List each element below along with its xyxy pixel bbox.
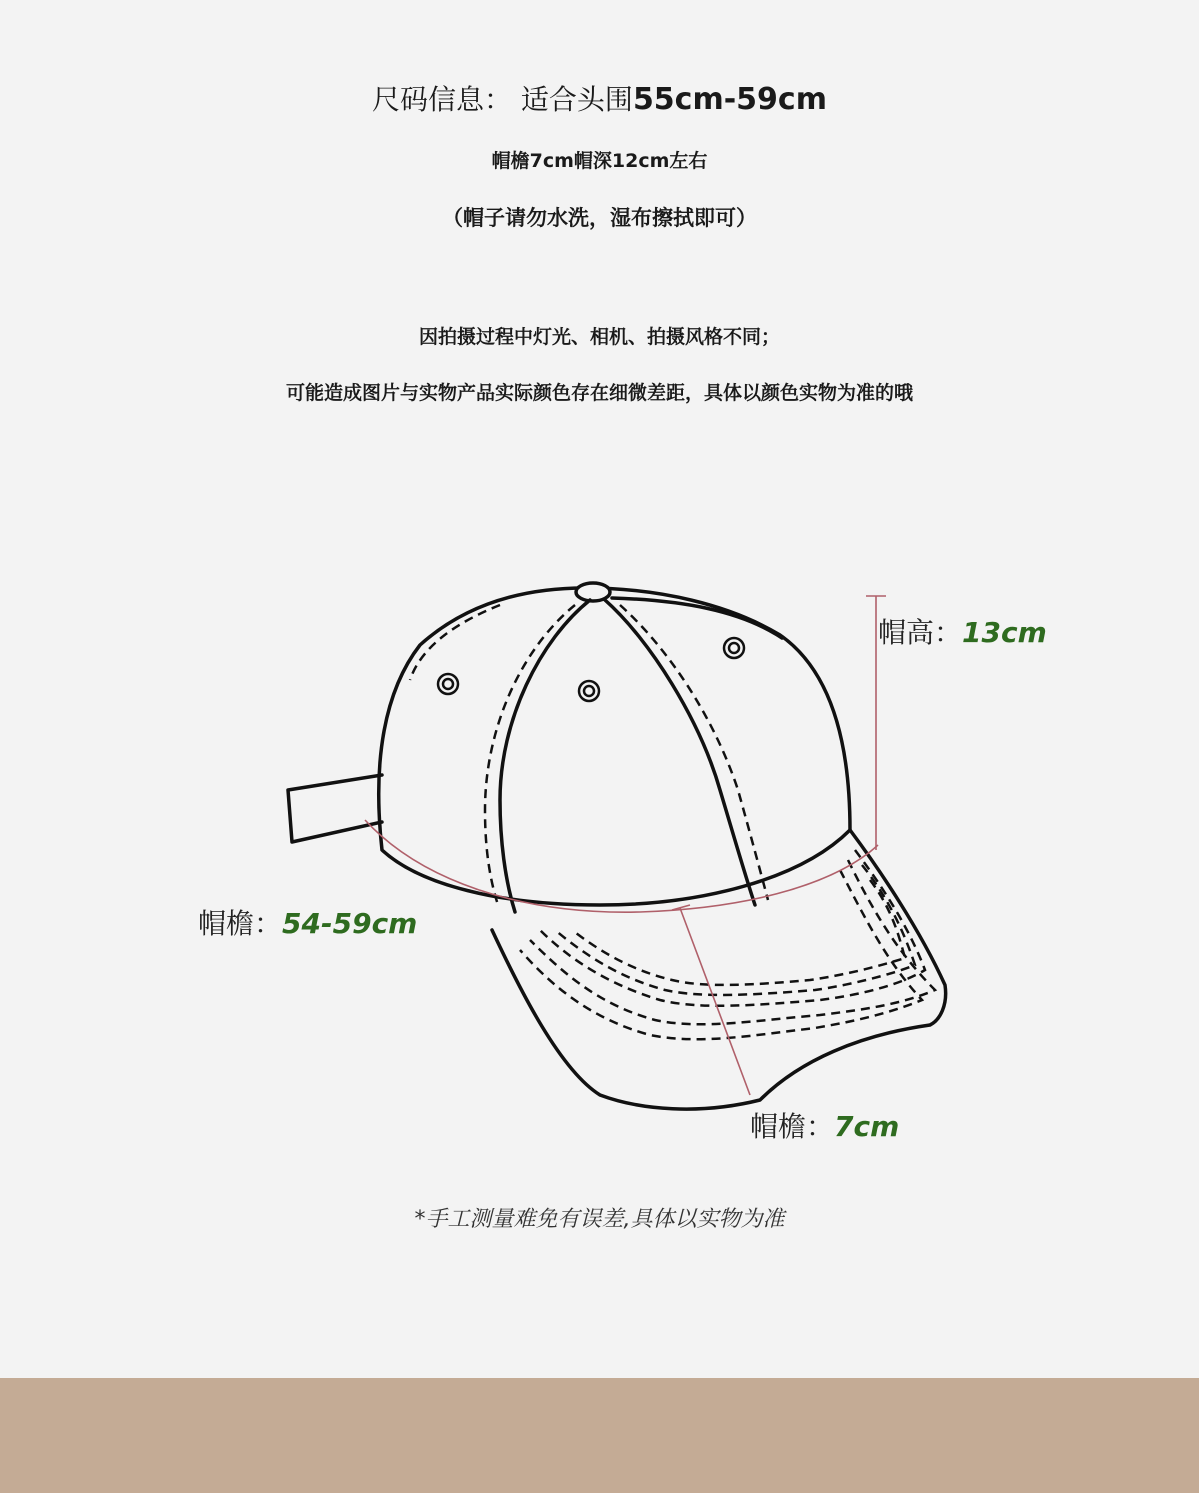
measurement-disclaimer: *手工测量难免有误差,具体以实物为准: [414, 1207, 785, 1232]
circumference-dimension: [198, 902, 417, 942]
height-label: 帽高：: [878, 616, 963, 649]
color-notice-line1: 因拍摄过程中灯光、相机、拍摄风格不同；: [418, 326, 780, 348]
eyelet-3: [724, 638, 744, 658]
eyelet-2: [579, 681, 599, 701]
care-note: （帽子请勿水洗，湿布擦拭即可）: [442, 206, 757, 230]
brim-value: 7cm: [834, 1110, 900, 1143]
height-dimension: [878, 611, 1047, 651]
back-strap: [288, 775, 382, 842]
bottom-banner: [0, 1378, 1199, 1493]
size-range: 55cm-59cm: [632, 82, 827, 117]
size-fit-text: 适合头围: [520, 83, 633, 116]
brim-depth-text: 帽檐7cm帽深12cm左右: [491, 150, 708, 172]
brim-label: 帽檐：: [750, 1110, 835, 1143]
size-label: 尺码信息：: [372, 83, 513, 116]
color-notice-line2: 可能造成图片与实物产品实际颜色存在细微差距，具体以颜色实物为准的哦: [285, 382, 913, 404]
brim-dimension: [750, 1105, 899, 1145]
circumference-label: 帽檐：: [198, 907, 283, 940]
brim-measure-line: [672, 905, 750, 1095]
circumference-value: 54-59cm: [282, 907, 418, 940]
brim-outline: [492, 830, 946, 1109]
height-value: 13cm: [962, 616, 1047, 649]
eyelet-1: [438, 674, 458, 694]
